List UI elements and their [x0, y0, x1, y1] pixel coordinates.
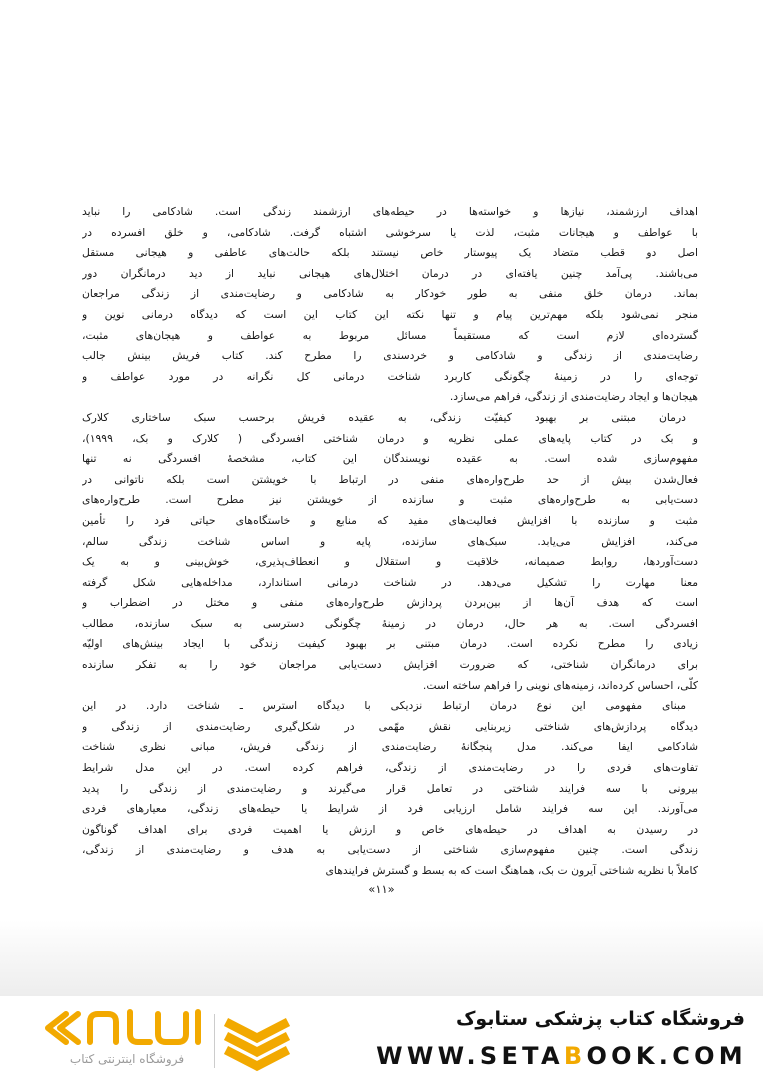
text-line: اهداف ارزشمند، نیازها و خواسته‌ها در حیطه‌های ارزشمند زندگی است. شادکامی را نباید: [82, 205, 698, 218]
store-logo[interactable]: [30, 1006, 302, 1076]
text-line: دست‌آوردها، روابط صمیمانه، خلاقیت و استقلال و انعطاف‌پذیری، خوش‌بینی و به یک: [82, 555, 698, 569]
text-line: است که هدف آن‌ها از بین‌بردن پردازش طرح‌واره‌های منفی و مختل در اضطراب و: [82, 596, 698, 610]
text-line: برای درمانگران شناختی، که ضرورت افزایش دست‌یابی مراجعان خود را به تفکر سازنده: [82, 658, 698, 672]
text-line: زندگی است. چنین مفهوم‌سازی شناختی از دست‌یابی به هدف و رضایت‌مندی از زندگی،: [82, 843, 698, 857]
stacked-chevrons-icon: [222, 1016, 292, 1072]
text-line: کاملاً با نظریه شناختی آیرون ت بک، هماهنگ است که به بسط و گسترش فرایندهای: [325, 864, 698, 877]
logo-tagline: فروشگاه اینترنتی کتاب: [69, 1052, 185, 1066]
text-line: در رسیدن به اهداف در حیطه‌های خاص و ارزش یا اهمیت فردی برای اهداف گوناگون: [82, 822, 698, 836]
text-line: منجر نمی‌شود بلکه مهم‌ترین پیام و تنها نکته این کتاب این است که دیدگاه درمانی نوین و: [82, 307, 698, 321]
text-line: فعال‌شدن بیش از حد طرح‌واره‌های منفی در ارتباط با خویشتن است بلکه ناتوانی در: [82, 472, 698, 486]
text-line: شادکامی ایفا می‌کند. مدل پنجگانهٔ رضایت‌مندی از زندگی فریش، مبانی نظری شناخت: [82, 740, 698, 754]
text-line: توجه‌ای را در زمینهٔ چگونگی کاربرد شناخت درمانی کل نگرانه در مورد عواطف و: [82, 369, 698, 383]
text-line: می‌باشند. پی‌آمد چنین یافته‌ای در درمان اختلال‌های هیجانی نباید از دید درمانگران دور: [82, 266, 698, 280]
url-part-2: OOK.COM: [586, 1042, 747, 1070]
store-url-link[interactable]: [376, 1042, 747, 1070]
url-part-1: WWW.SETA: [376, 1042, 564, 1070]
text-line: بماند. درمان خلق منفی به طور خودکار به شادکامی و رضایت‌مندی از زندگی مراجعان: [82, 287, 698, 301]
setabook-wordmark-icon: [38, 1008, 208, 1052]
text-line: با عواطف و هیجانات مثبت، لذت یا سرخوشی اشتباه گرفت. شادکامی، و خلق افسرده در: [82, 225, 698, 239]
store-title: فروشگاه کتاب پزشکی ستابوک: [455, 1008, 745, 1030]
text-line: کلّی، احساس کرده‌اند، زمینه‌های نوینی را فراهم ساخته است.: [422, 678, 698, 692]
text-line: معنا مهارت را تشکیل می‌دهد. در شناخت درمانی استاندارد، مداخله‌هایی شکل گرفته: [82, 575, 698, 589]
text-line: هیجان‌ها و ایجاد رضایت‌مندی از زندگی، فراهم می‌سازد.: [449, 390, 698, 404]
text-line: زیادی را مطرح نکرده است. درمان مبتنی بر بهبود کیفیت زندگی با ایجاد بینش‌های اولیّه: [82, 637, 698, 651]
body-text: [82, 202, 698, 882]
text-line: بیرونی با سه فرایند شناختی در تعامل قرار می‌گیرند و رضایت‌مندی از زندگی را پدید: [82, 781, 698, 795]
text-line: افسردگی است. به هر حال، درمان در زمینهٔ چگونگی دسترسی به سبک سازنده، مطالب: [82, 616, 698, 630]
url-accent-letter: B: [563, 1042, 587, 1070]
text-line: رضایت‌مندی از زندگی و شادکامی و خردسندی را مطرح کند. کتاب فریش بینش جالب: [82, 349, 698, 363]
store-banner: [0, 996, 763, 1080]
text-line: و بک در کتاب پایه‌های عملی نظریه و درمان شناختی افسردگی ( کلارک و بک، ۱۹۹۹)،: [82, 431, 698, 445]
page-number: «۱۱»: [368, 882, 395, 896]
page-bottom-shadow: [0, 920, 763, 996]
text-line: می‌کند، افزایش می‌یابد. سبک‌های سازنده، پایه و اساس شناخت زندگی سالم،: [82, 534, 698, 548]
text-line: گسترده‌ای لازم است که مستقیماً مسائل مربوط به عواطف و هیجان‌های مثبت،: [82, 328, 698, 342]
logo-divider: [214, 1014, 215, 1068]
text-line: مثبت و سازنده با افزایش فعالیت‌های مفید که منابع و خاستگاه‌های حیاتی فرد را تأمین: [82, 513, 698, 527]
text-line: مبنای مفهومی این نوع درمان ارتباط نزدیکی با دیدگاه استرس ـ شناخت دارد. در این: [82, 699, 686, 713]
text-line: تفاوت‌های فردی را در رضایت‌مندی از زندگی، فراهم کرده است. در این مدل شرایط: [82, 761, 698, 775]
text-line: اصل دو قطب متضاد یک پیوستار خاص نیستند بلکه حالت‌های عاطفی و هیجانی مستقل: [82, 246, 698, 260]
text-line: درمان مبتنی بر بهبود کیفیّت زندگی، به عقیده فریش برحسب سبک ساختاری کلارک: [82, 410, 686, 424]
text-line: مفهوم‌سازی شده است. به عقیده نویسندگان این کتاب، مشخصهٔ افسردگی نه تنها: [82, 452, 698, 466]
text-line: دست‌یابی به طرح‌واره‌های مثبت و سازنده از خویشتن نیز مطرح است. طرح‌واره‌های: [82, 493, 698, 507]
text-line: می‌آورند. این سه فرایند شامل ارزیابی فرد از شرایط یا حیطه‌های زندگی، معیارهای فردی: [82, 802, 698, 816]
text-line: دیدگاه پردازش‌های شناختی زیربنایی نقش مهّمی در شکل‌گیری رضایت‌مندی از زندگی و: [82, 719, 698, 733]
